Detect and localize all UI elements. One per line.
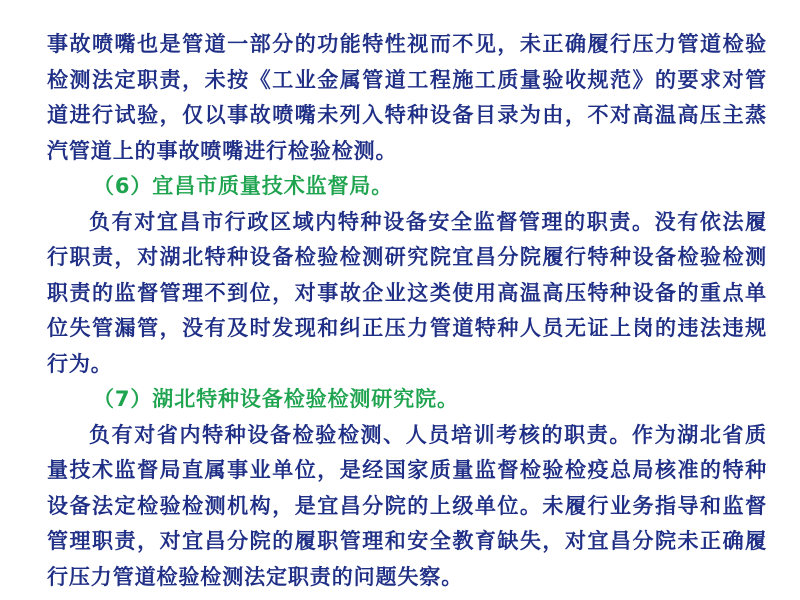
paragraph-section-6: 负有对宜昌市行政区域内特种设备安全监督管理的职责。没有依法履行职责，对湖北特种设备检验检测研究院宜昌分院履行特种设备检验检测职责的监督管理不到位，对事故企业这类使用高温高压特种设备的重点单位失管漏管，没有及时发现和纠正压力管道特种人员无证上岗的违法违规行为。	[47, 209, 767, 376]
paragraph-section-7: 负有对省内特种设备检验检测、人员培训考核的职责。作为湖北省质量技术监督局直属事业单位，是经国家质量监督检验检疫总局核准的特种设备法定检验检测机构，是宜昌分院的上级单位。未履行业务指导和监督管理职责，对宜昌分院的履职管理和安全教育缺失，对宜昌分院未正确履行压力管道检验检测法定职责的问题失察。	[47, 422, 767, 589]
paragraph-intro: 事故喷嘴也是管道一部分的功能特性视而不见，未正确履行压力管道检验检测法定职责，未按《工业金属管道工程施工质量验收规范》的要求对管道进行试验，仅以事故喷嘴未列入特种设备目录为由，不对高温高压主蒸汽管道上的事故喷嘴进行检验检测。	[47, 32, 767, 163]
section-heading-7: （7）湖北特种设备检验检测研究院。	[93, 387, 459, 411]
section-heading-6: （6）宜昌市质量技术监督局。	[93, 174, 394, 198]
document-body	[47, 27, 767, 595]
